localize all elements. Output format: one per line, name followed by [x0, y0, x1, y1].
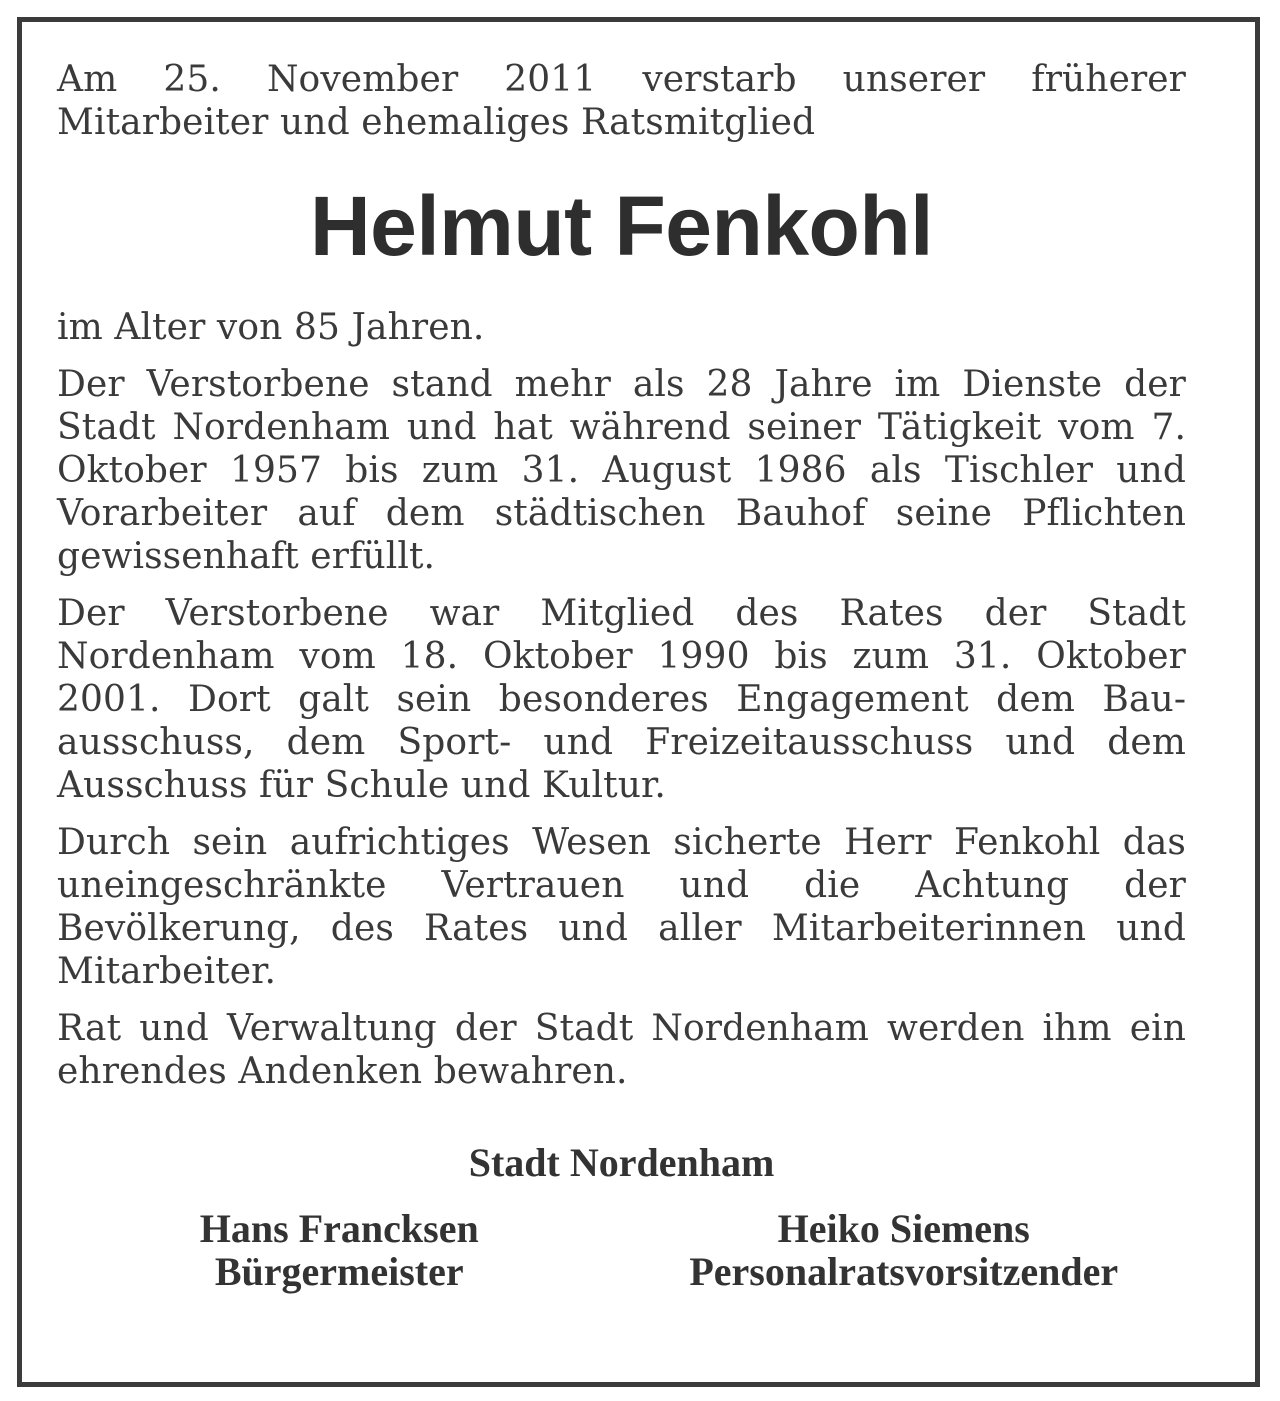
character-paragraph: Durch sein aufrichtiges Wesen sicherte Herr Fenkohl das uneingeschränkte Vertrauen und die Achtung der Bevölkerung, des Rates und aller Mitarbeiterinnen und Mitarbeiter. [57, 822, 1186, 992]
signer-name: Hans Francksen [199, 1206, 479, 1251]
signer-title: Personalratsvorsitzender [689, 1249, 1119, 1294]
intro-text: Am 25. November 2011 verstarb unserer früherer Mitarbeiter und ehemaliges Ratsmitglied [57, 59, 1186, 143]
signer-mayor [57, 1207, 622, 1293]
signers-block [57, 1207, 1186, 1293]
age-text: im Alter von 85 Jahren. [57, 307, 485, 348]
signer-name: Heiko Siemens [777, 1206, 1030, 1251]
signer-title: Bürgermeister [214, 1249, 464, 1294]
deceased-name: Helmut Fenkohl [309, 179, 934, 273]
remembrance-paragraph: Rat und Verwaltung der Stadt Nordenham werden ihm ein ehrendes Andenken bewahren. [57, 1008, 1186, 1092]
organization-name: Stadt Nordenham [468, 1140, 775, 1185]
signer-staff-council [622, 1207, 1187, 1293]
service-paragraph: Der Verstorbene stand mehr als 28 Jahre im Dienste der Stadt Nordenham und hat während seiner Tätigkeit vom 7. Oktober 1957 bis zum 31. August 1986 als Tischler und Vorarbeiter auf dem städtischen Bauhof seine Pflichten gewissenhaft erfüllt. [57, 364, 1186, 577]
council-paragraph: Der Verstorbene war Mitglied des Rates der Stadt Nordenham vom 18. Oktober 1990 bis zum 31. Oktober 2001. Dort galt sein besonderes Engagement dem Bauausschuss, dem Sport- und Freizeitausschuss und dem Ausschuss für Schule und Kultur. [57, 593, 1186, 806]
obituary-notice [57, 58, 1186, 1293]
